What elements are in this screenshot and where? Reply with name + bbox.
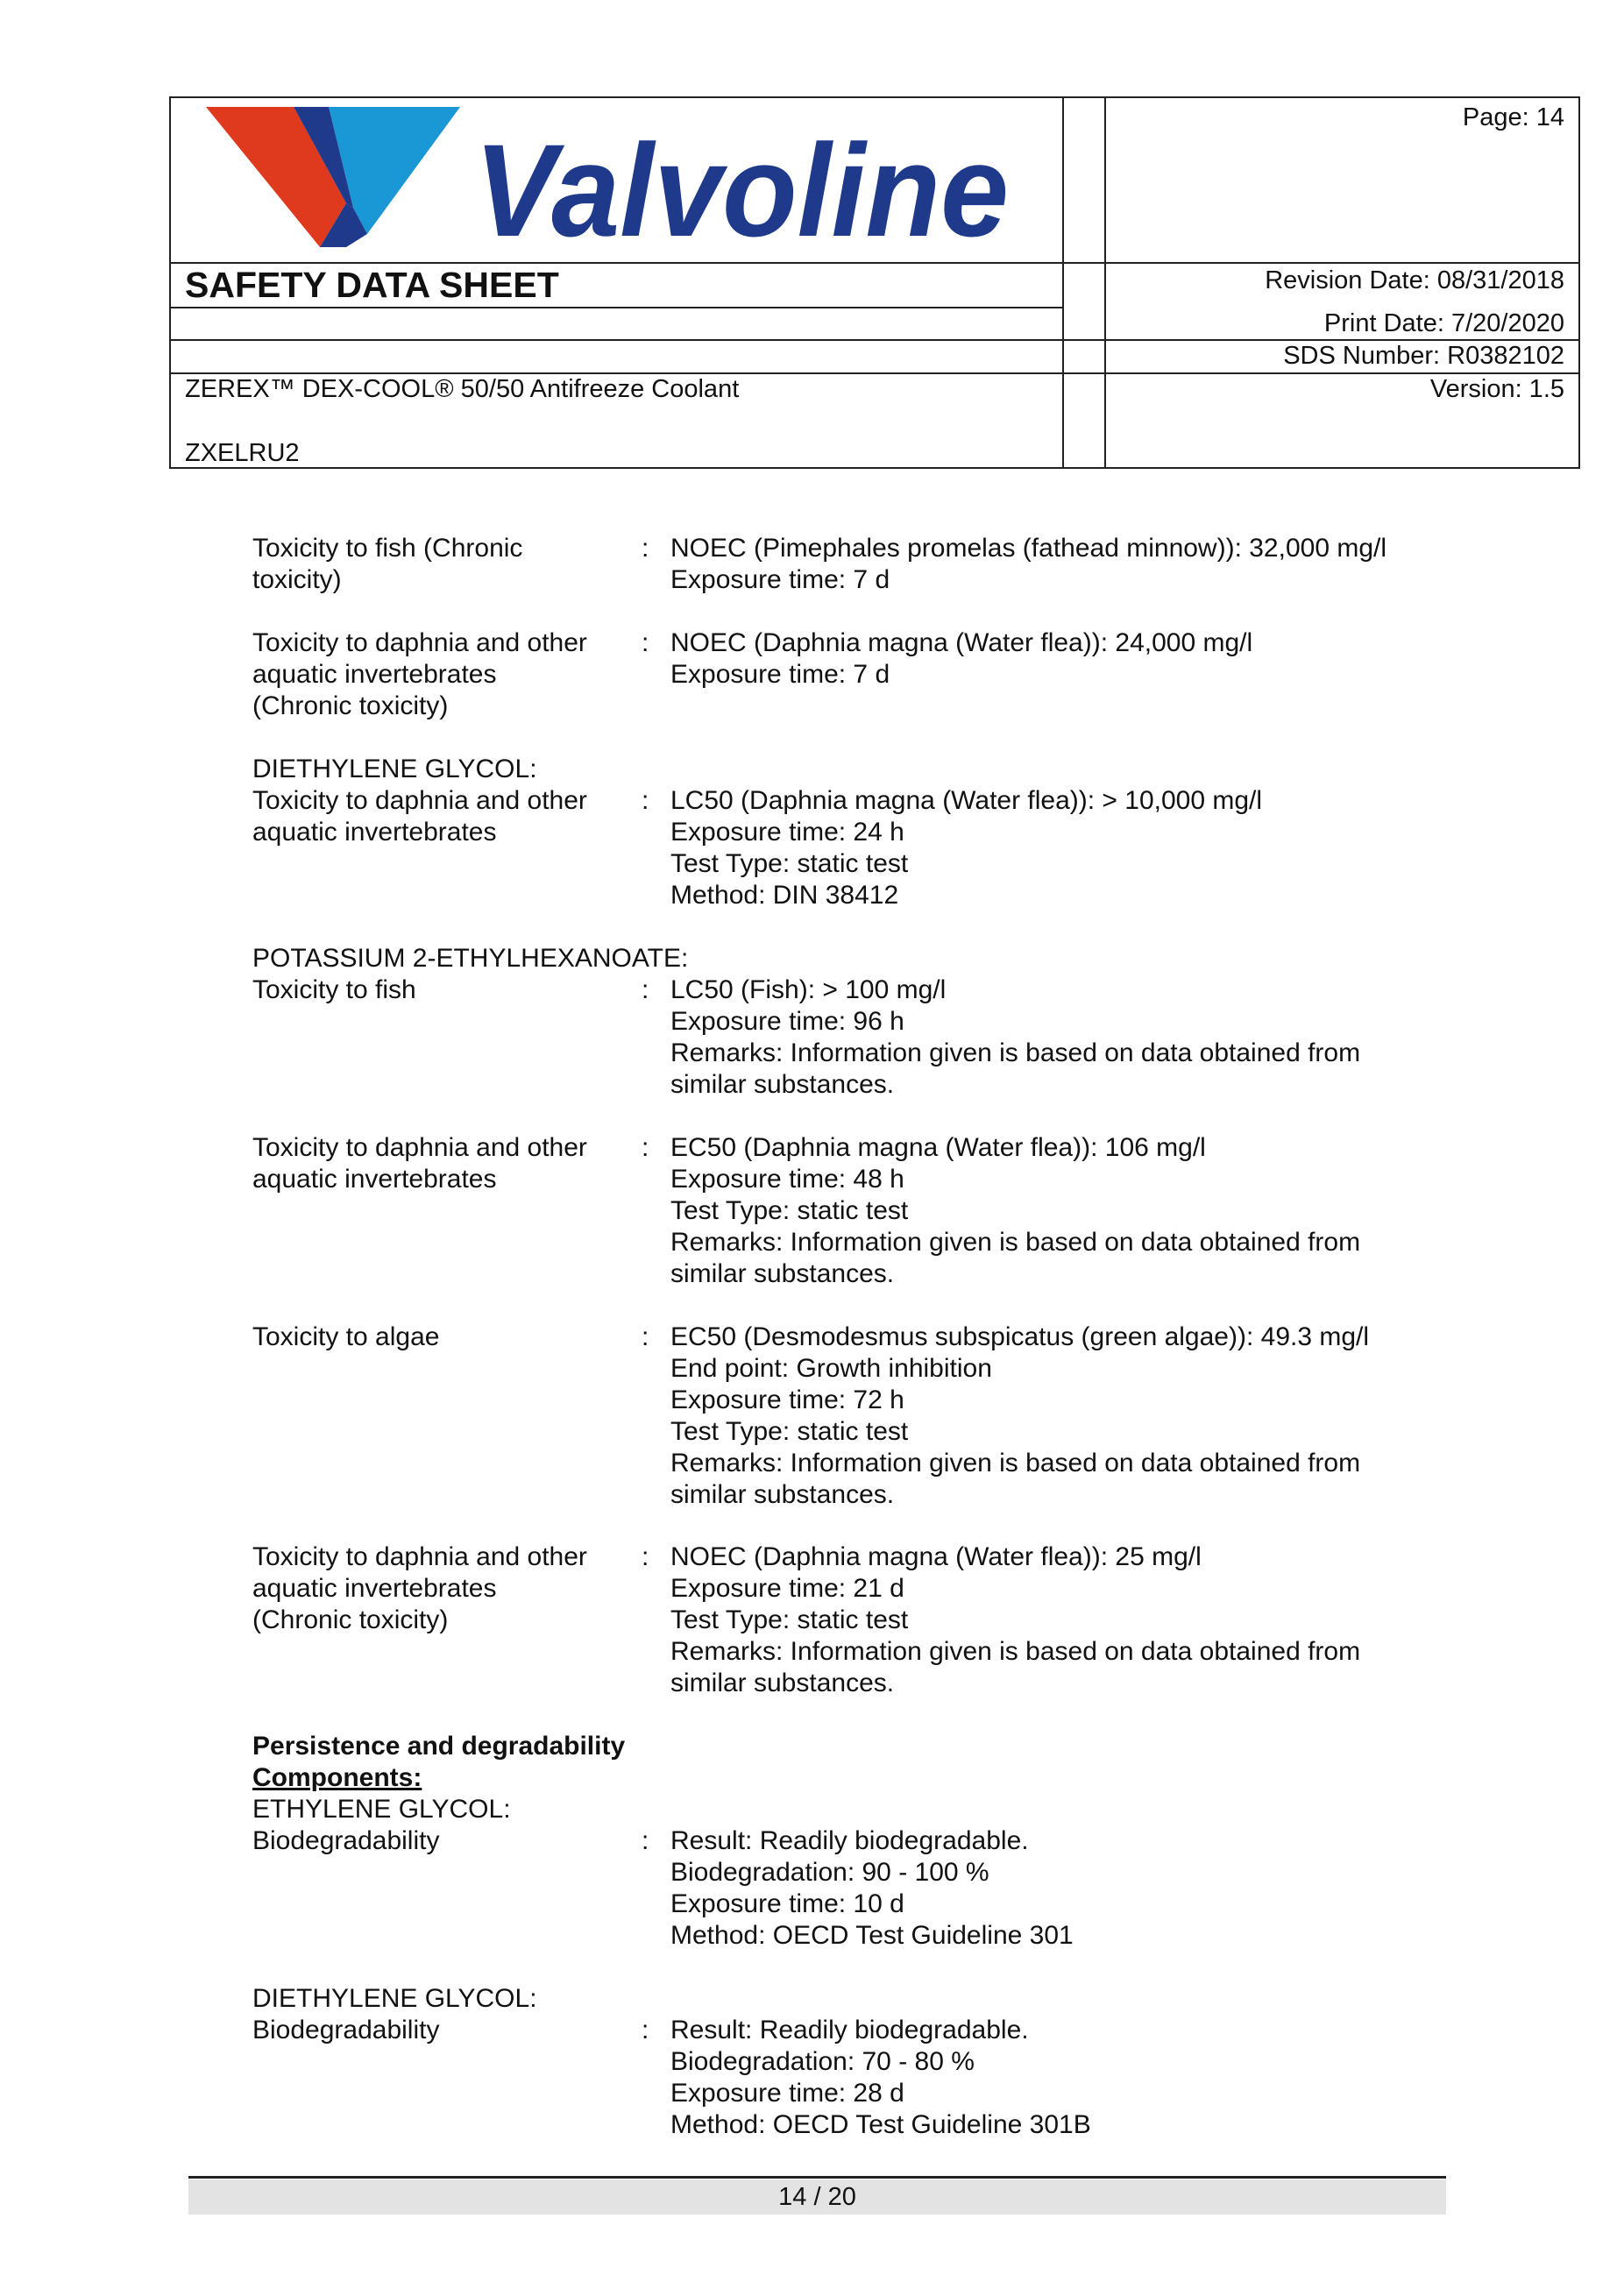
property-label: Biodegradability [252, 2016, 440, 2044]
valvoline-logo [195, 103, 1054, 265]
property-value: Remarks: Information given is based on data obtained from [670, 1637, 1361, 1666]
property-value: NOEC (Daphnia magna (Water flea)): 25 mg/l [670, 1542, 1202, 1571]
property-value: similar substances. [670, 1070, 895, 1099]
separator: : [642, 2016, 649, 2044]
separator: : [642, 975, 649, 1004]
property-value: Test Type: static test [670, 1417, 909, 1446]
property-value: Biodegradation: 70 - 80 % [670, 2047, 975, 2076]
component-heading: ETHYLENE GLYCOL: [252, 1795, 511, 1824]
property-value: Remarks: Information given is based on data obtained from [670, 1228, 1361, 1257]
version: Version: 1.5 [1429, 375, 1564, 403]
header-rule [171, 307, 1062, 308]
property-value: Result: Readily biodegradable. [670, 2016, 1029, 2044]
separator: : [642, 534, 649, 563]
logo-wordmark: Valvoline [474, 117, 1009, 260]
property-value: Exposure time: 24 h [670, 818, 904, 847]
footer-rule [188, 2176, 1446, 2179]
component-heading: DIETHYLENE GLYCOL: [252, 1984, 537, 2013]
property-value: Test Type: static test [670, 849, 909, 878]
separator: : [642, 1826, 649, 1855]
property-label: aquatic invertebrates [252, 660, 497, 689]
property-value: Biodegradation: 90 - 100 % [670, 1858, 989, 1887]
property-value: NOEC (Daphnia magna (Water flea)): 24,000 mg/l [670, 628, 1253, 657]
property-value: Exposure time: 7 d [670, 660, 890, 689]
property-value: Exposure time: 21 d [670, 1574, 904, 1603]
property-label: Toxicity to daphnia and other [252, 1133, 587, 1162]
property-label: aquatic invertebrates [252, 1165, 497, 1194]
property-value: LC50 (Fish): > 100 mg/l [670, 975, 947, 1004]
property-value: EC50 (Desmodesmus subspicatus (green algae)): 49.3 mg/l [670, 1322, 1370, 1351]
header-divider [1062, 98, 1064, 467]
page-number: Page: 14 [1462, 103, 1564, 131]
property-label: Toxicity to algae [252, 1322, 440, 1351]
product-name: ZEREX™ DEX-COOL® 50/50 Antifreeze Coolant [185, 375, 740, 403]
property-value: similar substances. [670, 1259, 895, 1288]
property-label: Toxicity to fish (Chronic [252, 534, 523, 563]
property-value: LC50 (Daphnia magna (Water flea)): > 10,000 mg/l [670, 786, 1263, 815]
property-value: Exposure time: 10 d [670, 1889, 904, 1918]
header-rule [171, 372, 1578, 374]
revision-date: Revision Date: 08/31/2018 [1265, 266, 1564, 294]
separator: : [642, 1133, 649, 1162]
property-value: NOEC (Pimephales promelas (fathead minnow)): 32,000 mg/l [670, 534, 1387, 563]
print-date: Print Date: 7/20/2020 [1323, 309, 1564, 337]
product-code: ZXELRU2 [185, 439, 300, 467]
property-value: Exposure time: 28 d [670, 2079, 904, 2108]
property-value: similar substances. [670, 1480, 895, 1509]
separator: : [642, 786, 649, 815]
property-value: Exposure time: 48 h [670, 1165, 904, 1194]
property-label: (Chronic toxicity) [252, 1605, 449, 1634]
separator: : [642, 1322, 649, 1351]
property-label: Biodegradability [252, 1826, 440, 1855]
property-label: Toxicity to daphnia and other [252, 786, 587, 815]
property-value: Exposure time: 72 h [670, 1385, 904, 1414]
component-heading: POTASSIUM 2-ETHYLHEXANOATE: [252, 944, 689, 973]
property-value: Remarks: Information given is based on data obtained from [670, 1038, 1361, 1067]
property-value: Test Type: static test [670, 1605, 909, 1634]
property-value: Method: DIN 38412 [670, 881, 899, 910]
property-value: similar substances. [670, 1669, 895, 1697]
component-heading: DIETHYLENE GLYCOL: [252, 755, 537, 783]
property-value: Exposure time: 96 h [670, 1007, 904, 1036]
property-value: Method: OECD Test Guideline 301B [670, 2110, 1091, 2139]
property-label: toxicity) [252, 565, 342, 594]
property-value: Method: OECD Test Guideline 301 [670, 1921, 1074, 1950]
property-value: Remarks: Information given is based on data obtained from [670, 1449, 1361, 1478]
property-label: aquatic invertebrates [252, 818, 497, 847]
property-label: Toxicity to daphnia and other [252, 628, 587, 657]
document-title: SAFETY DATA SHEET [185, 265, 559, 305]
valvoline-v-icon [195, 103, 1054, 260]
property-value: Result: Readily biodegradable. [670, 1826, 1029, 1855]
header-rule [171, 339, 1578, 341]
sds-number: SDS Number: R0382102 [1283, 342, 1564, 370]
page-counter: 14 / 20 [778, 2183, 856, 2211]
components-subheading: Components: [252, 1763, 422, 1792]
property-value: EC50 (Daphnia magna (Water flea)): 106 mg/l [670, 1133, 1206, 1162]
property-label: (Chronic toxicity) [252, 691, 449, 720]
property-value: Exposure time: 7 d [670, 565, 890, 594]
property-label: Toxicity to fish [252, 975, 416, 1004]
property-label: Toxicity to daphnia and other [252, 1542, 587, 1571]
property-value: End point: Growth inhibition [670, 1354, 992, 1383]
property-label: aquatic invertebrates [252, 1574, 497, 1603]
footer [188, 2179, 1446, 2215]
property-value: Test Type: static test [670, 1196, 909, 1225]
header-divider [1104, 98, 1106, 467]
section-heading: Persistence and degradability [252, 1732, 626, 1761]
separator: : [642, 628, 649, 657]
separator: : [642, 1542, 649, 1571]
sds-header [169, 96, 1580, 469]
